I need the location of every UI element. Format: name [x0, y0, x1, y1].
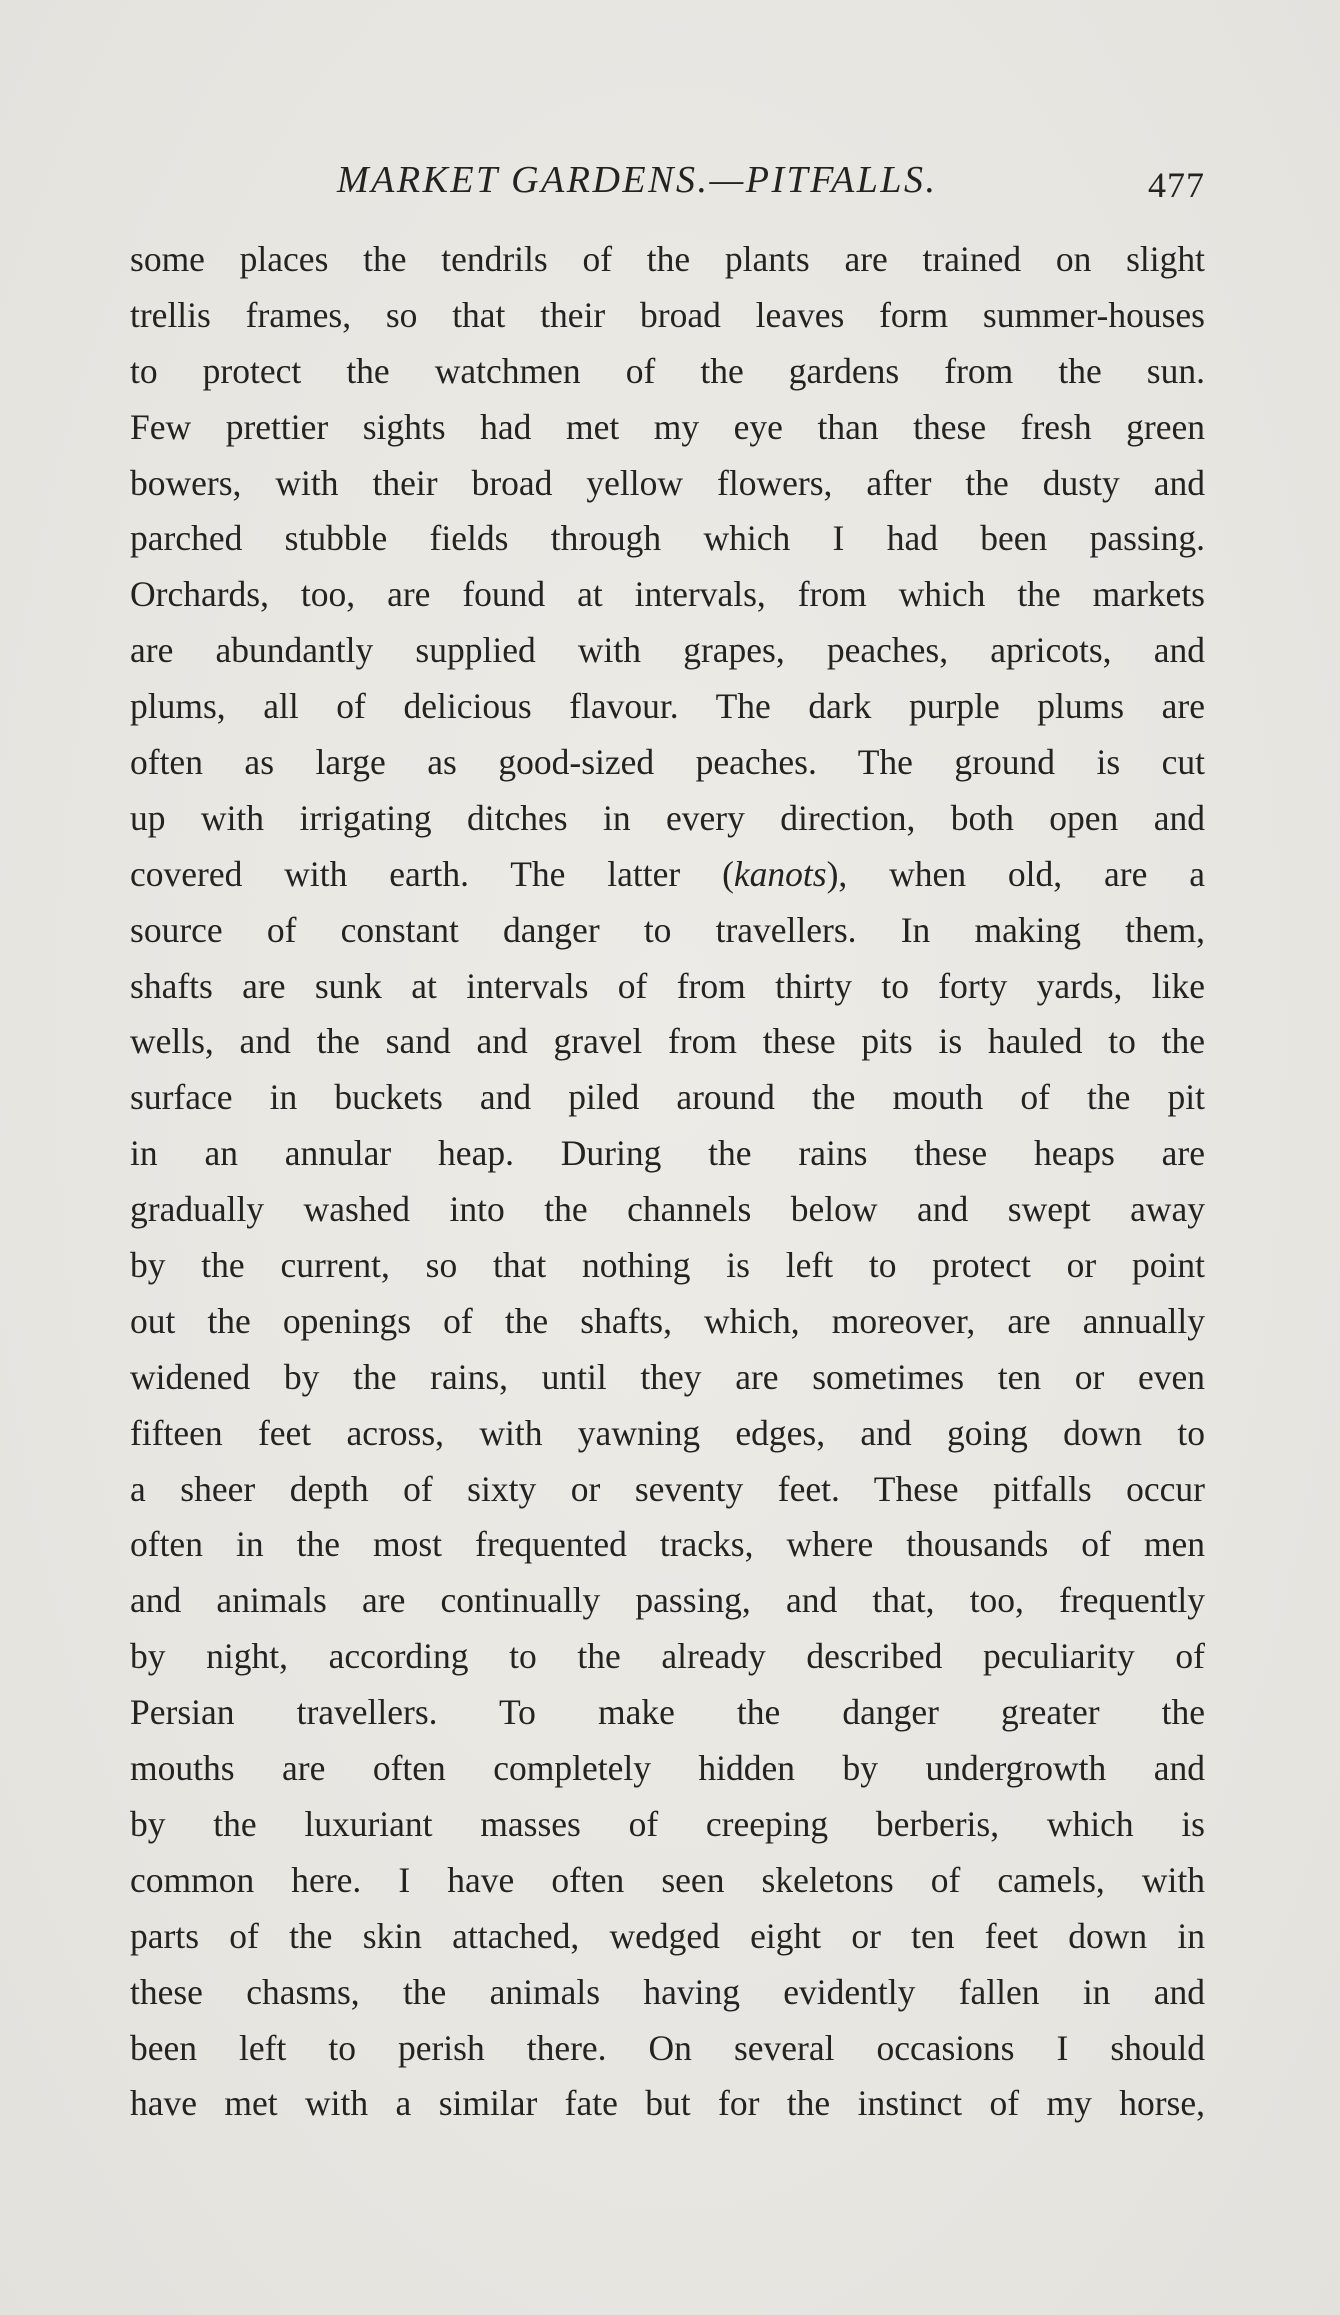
page-header — [130, 158, 1205, 208]
text-line: and animals are continually passing, and that, too, frequently — [130, 1580, 1205, 1621]
text-line: mouths are often completely hidden by undergrowth and — [130, 1748, 1205, 1789]
text-line: trellis frames, so that their broad leaves form summer-houses — [130, 294, 1205, 335]
text-line: bowers, with their broad yellow flowers, after the dusty and — [130, 462, 1205, 503]
text-line: shafts are sunk at intervals of from thirty to forty yards, like — [130, 965, 1205, 1006]
text-line: some places the tendrils of the plants are trained on slight — [130, 239, 1205, 279]
text-line: to protect the watchmen of the gardens from the sun. — [130, 350, 1205, 391]
text-line: by the current, so that nothing is left to protect or point — [130, 1245, 1205, 1286]
text-line: gradually washed into the channels below and swept away — [130, 1189, 1205, 1230]
text-line: plums, all of delicious flavour. The dark purple plums are — [130, 686, 1205, 727]
text-line: in an annular heap. During the rains these heaps are — [130, 1133, 1205, 1174]
text-line: often in the most frequented tracks, where thousands of men — [130, 1524, 1205, 1565]
text-line: out the openings of the shafts, which, moreover, are annually — [130, 1300, 1205, 1341]
text-line: a sheer depth of sixty or seventy feet. These pitfalls occur — [130, 1468, 1205, 1509]
text-line: Persian travellers. To make the danger greater the — [130, 1692, 1205, 1733]
text-line: widened by the rains, until they are sometimes ten or even — [130, 1356, 1205, 1397]
running-head: MARKET GARDENS.—PITFALLS. — [337, 159, 938, 201]
text-line: parched stubble fields through which I had been passing. — [130, 518, 1205, 559]
text-line: been left to perish there. On several occasions I should — [130, 2027, 1205, 2068]
text-line: wells, and the sand and gravel from these pits is hauled to the — [130, 1021, 1205, 1062]
text-line: parts of the skin attached, wedged eight or ten feet down in — [130, 1915, 1205, 1956]
text-line: covered with earth. The latter (kanots), when old, are a — [130, 853, 1205, 894]
text-line: Few prettier sights had met my eye than these fresh green — [130, 406, 1205, 447]
text-line: up with irrigating ditches in every direction, both open and — [130, 797, 1205, 838]
text-line: fifteen feet across, with yawning edges, and going down to — [130, 1412, 1205, 1453]
text-line: surface in buckets and piled around the mouth of the pit — [130, 1077, 1205, 1118]
text-line: Orchards, too, are found at intervals, from which the markets — [130, 574, 1205, 615]
text-line: often as large as good-sized peaches. The ground is cut — [130, 742, 1205, 783]
text-line: by the luxuriant masses of creeping berberis, which is — [130, 1803, 1205, 1844]
text-line: are abundantly supplied with grapes, peaches, apricots, and — [130, 630, 1205, 671]
text-line: these chasms, the animals having evidently fallen in and — [130, 1971, 1205, 2012]
text-line: have met with a similar fate but for the instinct of my horse, — [130, 2083, 1205, 2124]
text-line: source of constant danger to travellers. In making them, — [130, 909, 1205, 950]
text-line: common here. I have often seen skeletons of camels, with — [130, 1859, 1205, 1900]
text-line: by night, according to the already described peculiarity of — [130, 1636, 1205, 1677]
italic-term: kanots — [733, 853, 827, 894]
body-text — [130, 232, 1205, 2132]
page-number: 477 — [1148, 165, 1205, 205]
